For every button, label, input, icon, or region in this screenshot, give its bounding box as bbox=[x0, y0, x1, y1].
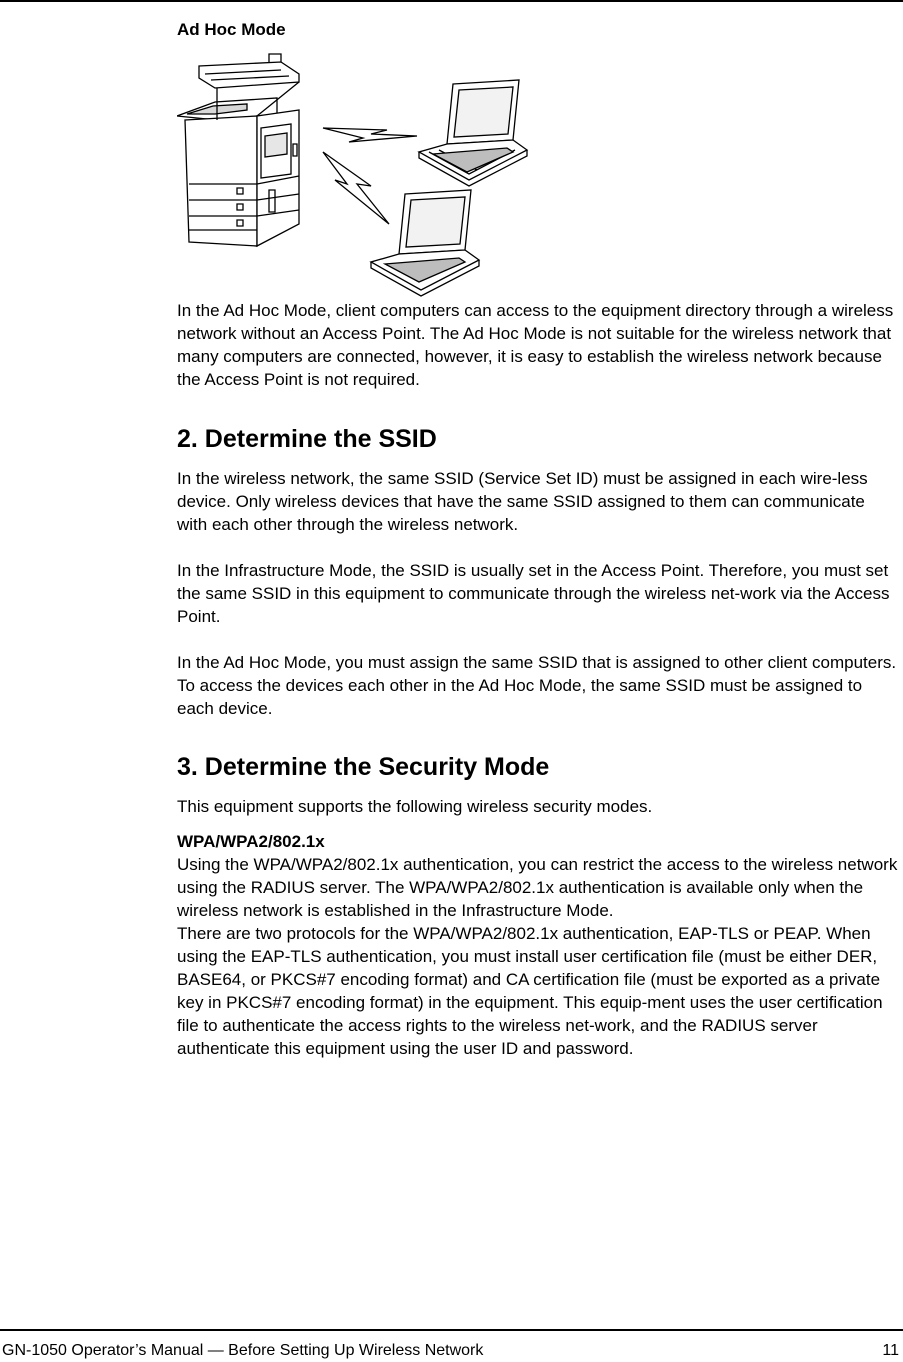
footer-title: GN-1050 Operator’s Manual — Before Setting Up Wireless Network bbox=[2, 1342, 484, 1359]
wpa-paragraph-2: There are two protocols for the WPA/WPA2/802.1x authentication, EAP-TLS or PEAP. When using the EAP-TLS authentication, you must install user certification file (must be either DER, BASE64, or PKCS#7 encoding format) and CA certification file (must be exported as a private key in PKCS#7 encoding format) in the equipment. This equip-ment uses the user certification file to authenticate the access rights to the wireless net-work, and the RADIUS server authenticate this equipment using the user ID and password. bbox=[177, 924, 883, 1058]
ssid-paragraph-2: In the Infrastructure Mode, the SSID is usually set in the Access Point. Therefore, you must set the same SSID in this equipment to communicate through the wireless net-work via the Access Point. bbox=[177, 561, 890, 626]
top-rule bbox=[0, 0, 903, 2]
adhoc-description: In the Ad Hoc Mode, client computers can access to the equipment directory through a wireless network without an Access Point. The Ad Hoc Mode is not suitable for the wireless network that many computers are connected, however, it is easy to establish the wireless network because the Access Point is not required. bbox=[177, 301, 894, 389]
ssid-paragraph-1: In the wireless network, the same SSID (Service Set ID) must be assigned in each wire-less device. Only wireless devices that have the same SSID assigned to them can communicate with each other through the wireless network. bbox=[177, 469, 868, 534]
adhoc-diagram-svg bbox=[177, 44, 557, 299]
page-content bbox=[177, 18, 899, 1060]
security-heading: 3. Determine the Security Mode bbox=[177, 753, 550, 781]
figure-title: Ad Hoc Mode bbox=[177, 20, 286, 39]
laptop-icon bbox=[371, 190, 479, 296]
wpa-paragraph-1: Using the WPA/WPA2/802.1x authentication, you can restrict the access to the wireless network using the RADIUS server. The WPA/WPA2/802.1x authentication is available only when the wireless network is established in the Infrastructure Mode. bbox=[177, 855, 898, 920]
footer-rule bbox=[0, 1329, 903, 1331]
ssid-heading: 2. Determine the SSID bbox=[177, 425, 437, 453]
ssid-paragraph-3: In the Ad Hoc Mode, you must assign the same SSID that is assigned to other client computers. To access the devices each other in the Ad Hoc Mode, the same SSID must be assigned to each device. bbox=[177, 653, 897, 718]
laptop-icon bbox=[419, 80, 527, 186]
wpa-subheading: WPA/WPA2/802.1x bbox=[177, 832, 325, 851]
page-number: 11 bbox=[882, 1342, 899, 1359]
adhoc-diagram bbox=[177, 44, 557, 299]
copier-illustration bbox=[177, 54, 299, 246]
security-intro: This equipment supports the following wireless security modes. bbox=[177, 797, 653, 816]
